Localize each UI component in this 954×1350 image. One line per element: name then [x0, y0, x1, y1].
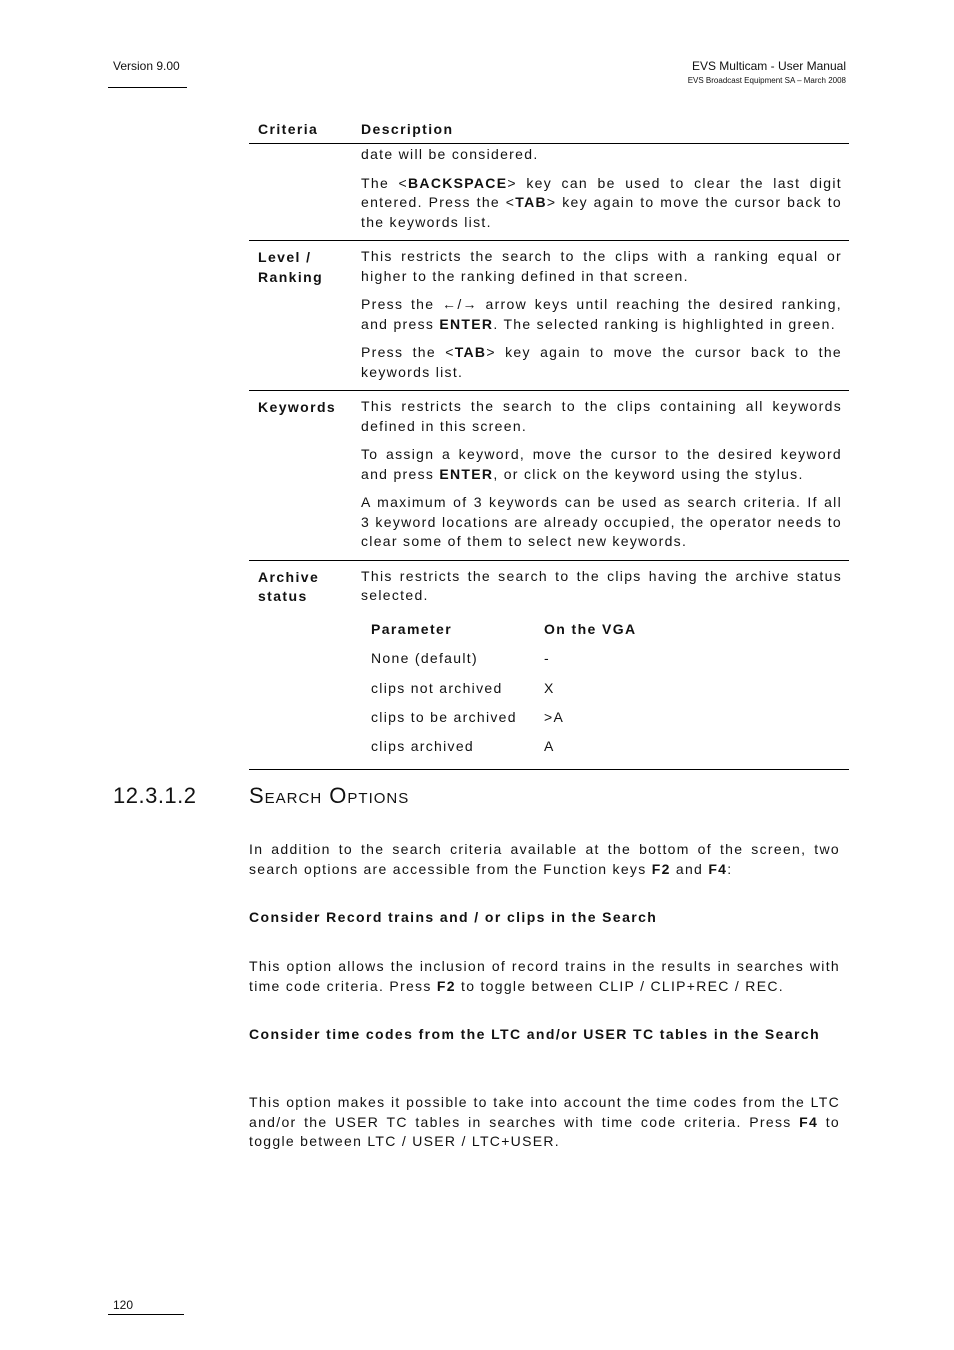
param-row [371, 673, 842, 702]
header-version: Version 9.00 [113, 59, 180, 73]
param-value: X [544, 679, 555, 696]
col-criteria-header: Criteria [258, 121, 319, 137]
param-name: clips archived [371, 738, 475, 755]
section-title: Search Options [249, 783, 410, 808]
param-value: - [544, 650, 550, 667]
archive-param-table [371, 615, 842, 761]
table-row [249, 391, 849, 561]
param-row [371, 644, 842, 673]
param-value: >A [544, 709, 565, 726]
section-number: 12.3.1.2 [113, 783, 197, 808]
time-codes-paragraph: This option makes it possible to take into account the time codes from the LTC and/or the USER TC tables in searches with time code criteria. Press F4 to toggle between LTC / USER / LTC+USER. [249, 1094, 840, 1149]
table-row [249, 144, 849, 241]
param-row [371, 732, 842, 761]
param-name: clips not archived [371, 679, 503, 696]
param-name: clips to be archived [371, 709, 517, 726]
table-row [249, 561, 849, 770]
row3-p1: This restricts the search to the clips containing all keywords defined in this screen. [361, 398, 842, 434]
param-value: A [544, 738, 555, 755]
header-manual-subtitle: EVS Broadcast Equipment SA – March 2008 [687, 76, 846, 85]
intro-paragraph: In addition to the search criteria available at the bottom of the screen, two search options are accessible from the Function keys F2 and F4: [249, 841, 840, 877]
row3-criteria: Keywords [258, 399, 337, 415]
table-header-row [249, 118, 849, 144]
row4-criteria: Archive status [258, 568, 320, 604]
row3-p2: To assign a keyword, move the cursor to the desired keyword and press ENTER, or click on the keyword using the stylus. [361, 446, 842, 482]
col-description-header: Description [361, 121, 454, 137]
header-right [688, 59, 846, 85]
row3-p3: A maximum of 3 keywords can be used as search criteria. If all 3 keyword locations are already occupied, the operator needs to clear some of them to select new keywords. [361, 494, 842, 549]
row2-p3: Press the <TAB> key again to move the cursor back to the keywords list. [361, 344, 842, 380]
header-manual-title: EVS Multicam - User Manual [691, 59, 846, 73]
param-col-header: Parameter [371, 621, 453, 638]
subheading-time-codes: Consider time codes from the LTC and/or USER TC tables in the Search [249, 1026, 821, 1042]
row1-p1: date will be considered. [361, 146, 539, 162]
row2-criteria: Level / Ranking [258, 249, 324, 285]
table-row [249, 241, 849, 391]
row1-p2: The <BACKSPACE> key can be used to clear the last digit entered. Press the <TAB> key again to move the cursor back to the keywords list. [361, 174, 842, 230]
vga-col-header: On the VGA [544, 621, 637, 638]
param-header-row [371, 615, 842, 644]
row2-p1: This restricts the search to the clips with a ranking equal or higher to the ranking defined in that screen. [361, 248, 842, 284]
row2-p2: Press the ←/→ arrow keys until reaching the desired ranking, and press ENTER. The selected ranking is highlighted in green. [361, 296, 842, 332]
row4-p1: This restricts the search to the clips having the archive status selected. [361, 567, 842, 603]
criteria-table [249, 118, 849, 770]
page-number: 120 [113, 1298, 134, 1312]
param-row [371, 702, 842, 731]
record-trains-paragraph: This option allows the inclusion of record trains in the results in searches with time code criteria. Press F2 to toggle between CLIP / CLIP+REC / REC. [249, 958, 840, 994]
header-rule [108, 87, 187, 88]
footer-rule [108, 1314, 184, 1315]
subheading-record-trains: Consider Record trains and / or clips in the Search [249, 909, 658, 925]
param-name: None (default) [371, 650, 478, 667]
